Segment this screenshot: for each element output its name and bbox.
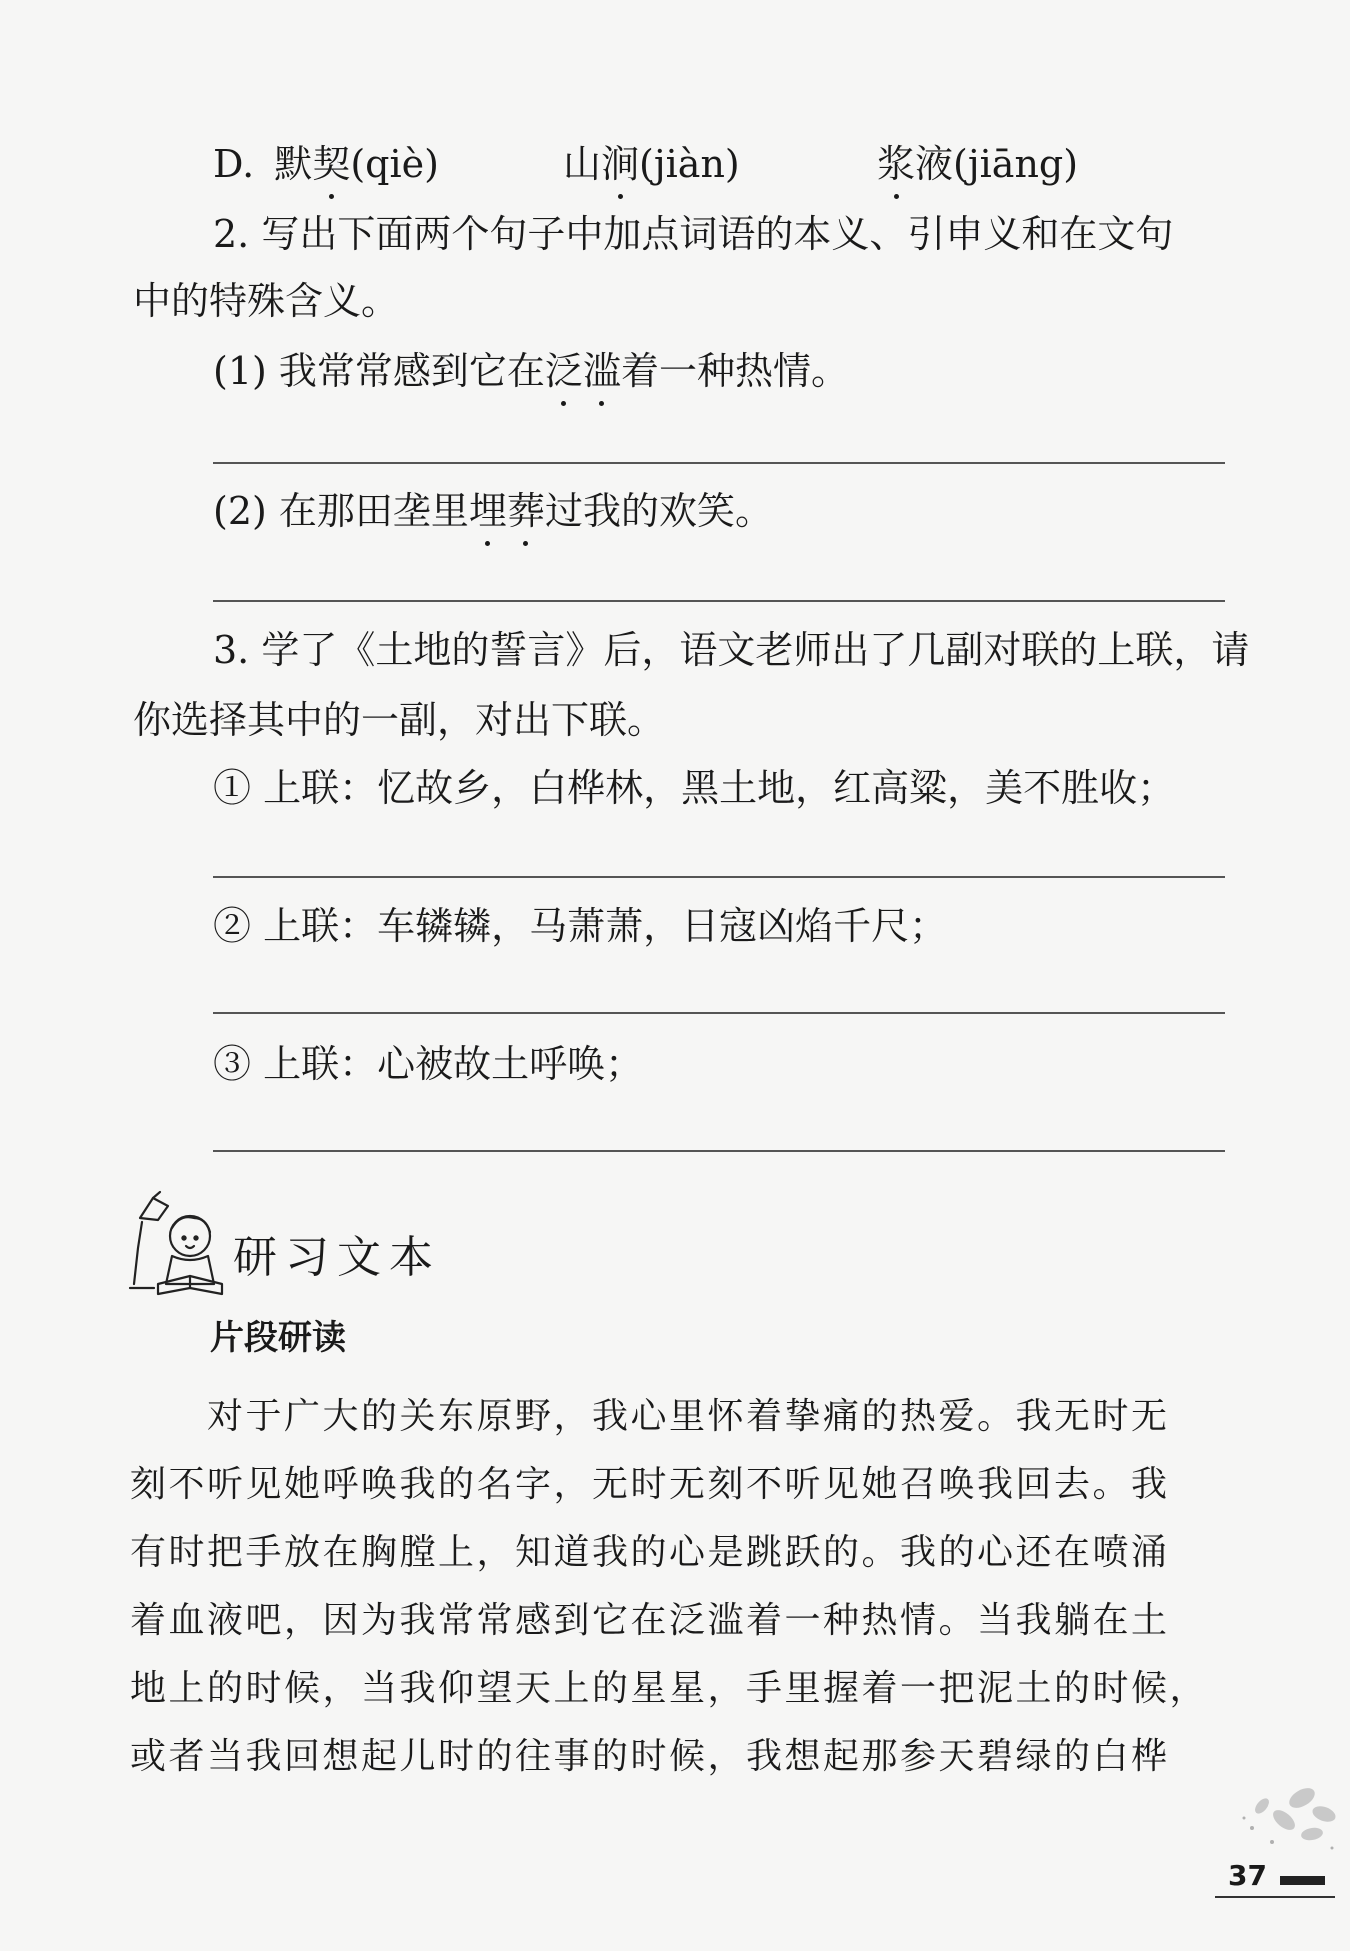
option-d-word3: 浆液(jiāng) [877,138,1078,190]
question-2-sentence-2: (2) 在那田垄里埋葬过我的欢笑。 [213,485,773,537]
option-d-line [213,138,439,190]
passage-line: 或者当我回想起儿时的往事的时候，我想起那参天碧绿的白桦 [130,1736,1170,1777]
page-number: 37 [1228,1859,1267,1892]
couplet-1: ① 上联：忆故乡，白桦林，黑土地，红高粱，美不胜收； [213,766,1176,810]
passage-line: 刻不听见她呼唤我的名字，无时无刻不听见她召唤我回去。我 [130,1464,1170,1505]
question-2-line2: 中的特殊含义。 [133,279,400,323]
dotted-char: 涧 [601,138,639,190]
passage-line: 对于广大的关东原野，我心里怀着挚痛的热爱。我无时无 [130,1396,1170,1437]
passage-line: 地上的时候，当我仰望天上的星星，手里握着一把泥土的时候， [130,1668,1209,1709]
question-2-sentence-1: (1) 我常常感到它在泛滥着一种热情。 [213,345,849,397]
page-number-rule [1215,1896,1335,1898]
dotted-char: 契 [312,138,350,190]
option-d-word1: 默契(qiè) [274,142,439,186]
dotted-char: 泛 [545,345,583,397]
answer-line[interactable] [213,600,1225,602]
question-3-line1: 3. 学了《土地的誓言》后，语文老师出了几副对联的上联，请 [213,628,1250,672]
couplet-3: ③ 上联：心被故土呼唤； [213,1042,644,1086]
passage-line: 有时把手放在胸膛上，知道我的心是跳跃的。我的心还在喷涌 [130,1532,1170,1573]
dotted-char: 滥 [583,345,621,397]
subheading: 片段研读 [210,1318,346,1358]
dotted-char: 埋 [469,485,507,537]
answer-line[interactable] [213,462,1225,464]
section-title: 研习文本 [233,1232,441,1283]
page-number-bar [1280,1876,1325,1885]
answer-line[interactable] [213,1150,1225,1152]
couplet-2: ② 上联：车辚辚，马萧萧，日寇凶焰千尺； [213,904,948,948]
dotted-char: 葬 [507,485,545,537]
option-d-word2: 山涧(jiàn) [563,138,740,190]
option-d-label: D. [213,142,255,186]
passage-line: 着血液吧，因为我常常感到它在泛滥着一种热情。当我躺在土 [130,1600,1170,1641]
answer-line[interactable] [213,1012,1225,1014]
dotted-char: 浆 [877,138,915,190]
answer-line[interactable] [213,876,1225,878]
reading-student-icon [128,1188,238,1298]
question-2-line1: 2. 写出下面两个句子中加点词语的本义、引申义和在文句 [213,212,1174,256]
question-3-line2: 你选择其中的一副，对出下联。 [133,698,666,742]
leaf-decoration-icon [1232,1778,1342,1858]
